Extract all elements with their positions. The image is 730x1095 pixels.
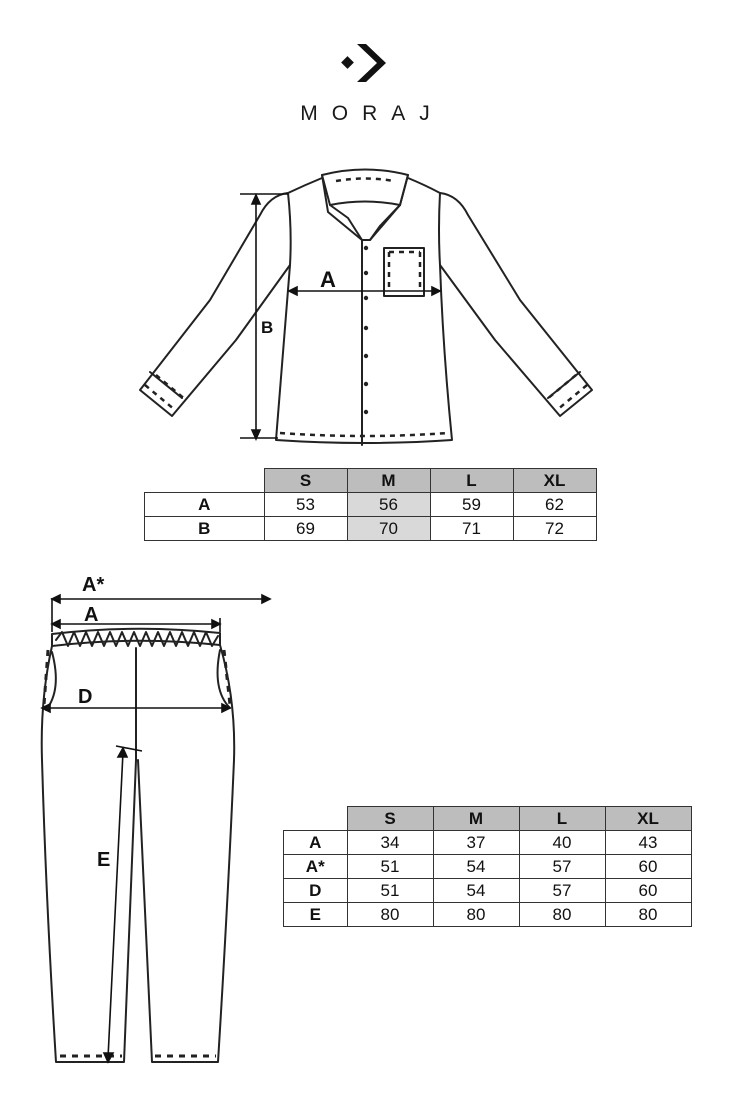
size-header: XL <box>605 807 691 831</box>
table-row <box>284 855 692 879</box>
table-cell: 80 <box>433 903 519 927</box>
table-cell: 71 <box>430 517 513 541</box>
table-cell: 60 <box>605 855 691 879</box>
table-row <box>145 493 597 517</box>
table-cell: 37 <box>433 831 519 855</box>
table-cell: 69 <box>264 517 347 541</box>
size-header: S <box>264 469 347 493</box>
table-cell: 60 <box>605 879 691 903</box>
table-header-row <box>145 469 597 493</box>
pants-size-table <box>283 806 692 927</box>
size-header: L <box>430 469 513 493</box>
table-cell: 54 <box>433 879 519 903</box>
table-row <box>145 517 597 541</box>
table-cell: 80 <box>347 903 433 927</box>
shirt-size-table <box>144 468 597 541</box>
pants-label-d: D <box>78 686 93 708</box>
table-cell: 80 <box>519 903 605 927</box>
size-header: M <box>433 807 519 831</box>
pants-label-e: E <box>97 849 111 871</box>
table-cell: 40 <box>519 831 605 855</box>
table-cell: 51 <box>347 879 433 903</box>
shirt-label-a: A <box>320 267 336 292</box>
size-header: L <box>519 807 605 831</box>
size-header: XL <box>513 469 596 493</box>
table-cell: 53 <box>264 493 347 517</box>
row-label: A <box>284 831 348 855</box>
pants-label-a: A <box>84 604 99 626</box>
table-cell: 57 <box>519 855 605 879</box>
table-cell: 72 <box>513 517 596 541</box>
table-header-row <box>284 807 692 831</box>
row-label: E <box>284 903 348 927</box>
table-cell: 62 <box>513 493 596 517</box>
table-cell: 56 <box>347 493 430 517</box>
table-cell: 80 <box>605 903 691 927</box>
table-cell: 70 <box>347 517 430 541</box>
table-cell: 57 <box>519 879 605 903</box>
size-header: S <box>347 807 433 831</box>
table-row <box>284 831 692 855</box>
brand-name: MORAJ <box>300 102 444 125</box>
row-label: A* <box>284 855 348 879</box>
table-cell: 34 <box>347 831 433 855</box>
table-cell: 51 <box>347 855 433 879</box>
table-cell: 54 <box>433 855 519 879</box>
table-row <box>284 903 692 927</box>
row-label: D <box>284 879 348 903</box>
table-cell: 59 <box>430 493 513 517</box>
pants-label-a-star: A* <box>82 574 105 596</box>
row-label: A <box>145 493 265 517</box>
table-cell: 43 <box>605 831 691 855</box>
table-row <box>284 879 692 903</box>
row-label: B <box>145 517 265 541</box>
size-header: M <box>347 469 430 493</box>
shirt-label-b: B <box>261 318 274 337</box>
